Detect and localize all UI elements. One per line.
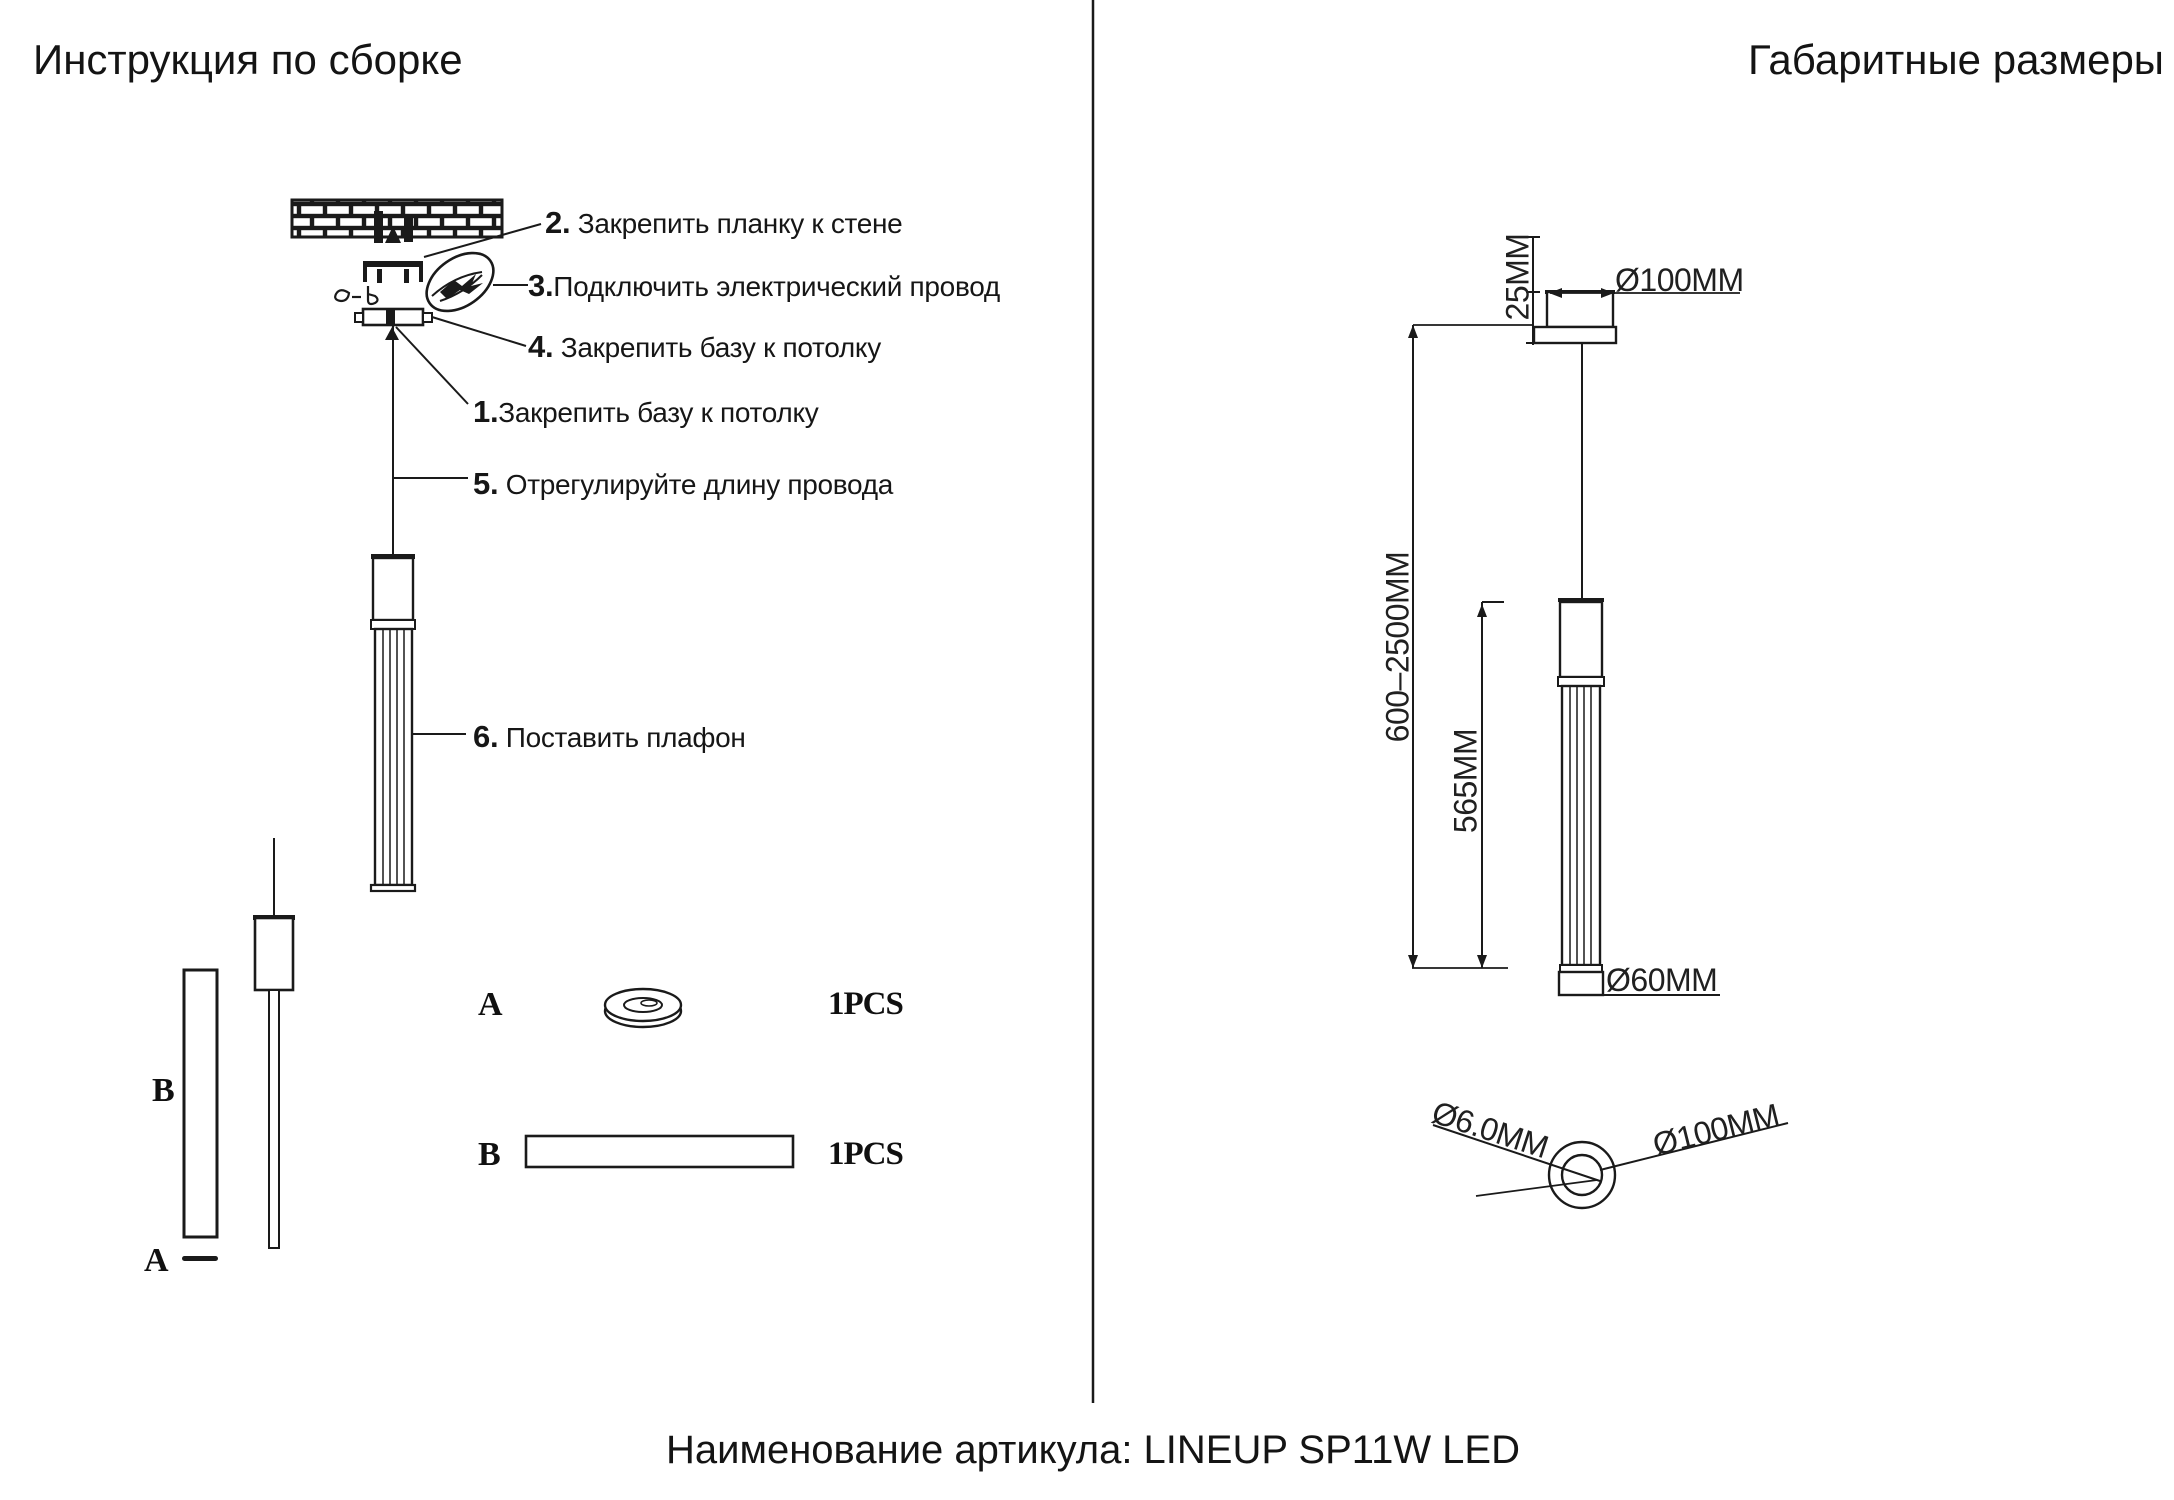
step-number: 5. <box>473 466 499 501</box>
parts-row-b-label: B <box>478 1136 501 1173</box>
step-text: Подключить электрический провод <box>553 271 1000 302</box>
step-number: 3. <box>528 268 554 303</box>
step-text: Закрепить базу к потолку <box>553 332 881 363</box>
parts-row-a-label: A <box>478 986 503 1023</box>
wire-connector-symbol <box>335 286 377 304</box>
wall-section <box>292 200 502 243</box>
step-text: Закрепить планку к стене <box>570 208 903 239</box>
lamp-dim-view <box>1558 598 1604 995</box>
dim-tube-diameter: Ø60MM <box>1606 962 1718 998</box>
article-name: Наименование артикула: LINEUP SP11W LED <box>665 1428 1521 1472</box>
step-label-2 <box>545 205 902 241</box>
dim-body-height: 565MM <box>1447 728 1484 834</box>
canopy <box>1534 290 1616 343</box>
step-number: 1. <box>473 394 499 429</box>
step-number: 4. <box>528 329 554 364</box>
dim-bottom-tube-diameter: Ø6.0MM <box>1427 1093 1553 1166</box>
step-text: Поставить плафон <box>498 722 746 753</box>
step-label-1 <box>473 394 818 430</box>
part-rod-assembly <box>253 838 295 1248</box>
dim-600-2500-lines <box>1408 325 1533 968</box>
step-label-4 <box>528 329 881 365</box>
side-part-label-a: A <box>144 1242 169 1279</box>
part-a-ring <box>605 989 681 1027</box>
wires-bundle <box>416 241 504 323</box>
step-number: 2. <box>545 205 571 240</box>
dim-canopy-diameter: Ø100MM <box>1615 262 1744 298</box>
mounting-plate <box>363 261 423 283</box>
screw-icon <box>374 211 383 243</box>
part-b-bar <box>526 1136 793 1167</box>
step-number: 6. <box>473 719 499 754</box>
step-text: Отрегулируйте длину провода <box>498 469 894 500</box>
lamp-tube <box>371 629 415 891</box>
step-label-3 <box>528 268 1000 304</box>
lamp-head <box>371 554 415 629</box>
dim-bottom-canopy-diameter: Ø100MM <box>1649 1096 1783 1163</box>
left-panel-title: Инструкция по сборке <box>33 36 463 83</box>
parts-row-b-qty: 1PCS <box>828 1136 903 1172</box>
part-a-washer-side <box>182 1256 218 1261</box>
step-text: Закрепить базу к потолку <box>498 397 819 428</box>
step-label-6 <box>473 719 746 755</box>
dim-suspension-length: 600–2500MM <box>1379 551 1416 743</box>
screw-icon <box>404 214 413 242</box>
parts-row-a-qty: 1PCS <box>828 986 903 1022</box>
step-label-5 <box>473 466 893 502</box>
part-b-tube-outline <box>184 970 217 1237</box>
right-panel-title: Габаритные размеры <box>1748 36 2164 83</box>
dim-canopy-height: 25MM <box>1499 233 1536 321</box>
side-part-label-b: B <box>152 1072 175 1109</box>
